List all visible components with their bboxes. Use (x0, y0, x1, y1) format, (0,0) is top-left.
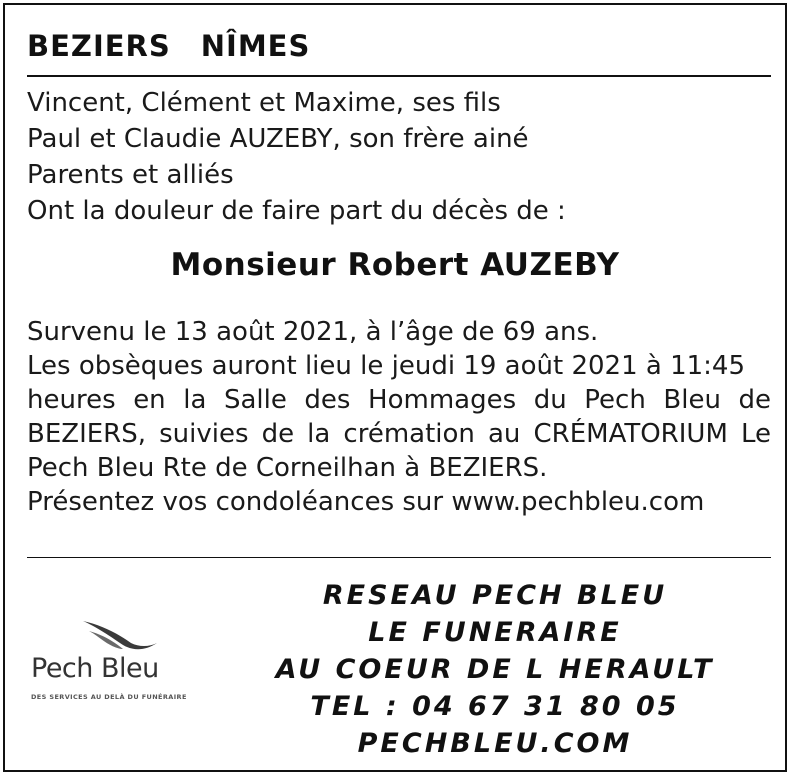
funeral-network-info (255, 577, 735, 762)
family-line: Parents et alliés (27, 160, 234, 190)
website: PECHBLEU.COM (357, 728, 633, 759)
network-line: RESEAU PECH BLEU (322, 580, 668, 611)
logo-name: Pech Bleu (31, 653, 159, 684)
details-line: Survenu le 13 août 2021, à l’âge de 69 ans. (27, 317, 599, 347)
network-line: LE FUNERAIRE (368, 617, 622, 648)
deceased-name: Monsieur Robert AUZEBY (170, 247, 620, 283)
bird-wing-icon (79, 617, 159, 657)
details-line: heures en la Salle des Hommages du Pech Bleu de (27, 385, 771, 415)
header-divider (27, 75, 771, 77)
details-line: BEZIERS, suivies de la crémation au CRÉMATORIUM Le (27, 419, 771, 449)
family-line: Ont la douleur de faire part du décès de : (27, 196, 566, 226)
phone-number: TEL : 04 67 31 80 05 (310, 691, 680, 722)
network-line: AU COEUR DE L HERAULT (275, 654, 715, 685)
details-line: Pech Bleu Rte de Corneilhan à BEZIERS. (27, 453, 548, 483)
family-line: Paul et Claudie AUZEBY, son frère ainé (27, 124, 529, 154)
logo-tagline: DES SERVICES AU DELÀ DU FUNÉRAIRE (31, 693, 187, 701)
footer-divider (27, 557, 771, 558)
obituary-notice (3, 3, 787, 772)
city-nimes: NÎMES (200, 29, 311, 63)
family-line: Vincent, Clément et Maxime, ses fils (27, 88, 501, 118)
details-block (27, 315, 771, 519)
pech-bleu-logo (31, 617, 211, 707)
details-line: Les obsèques auront lieu le jeudi 19 août 2021 à 11:45 (27, 351, 745, 381)
city-beziers: BEZIERS (27, 29, 171, 63)
family-block (27, 85, 771, 229)
details-line: Présentez vos condoléances sur www.pechbleu.com (27, 487, 705, 517)
city-header (27, 29, 310, 63)
